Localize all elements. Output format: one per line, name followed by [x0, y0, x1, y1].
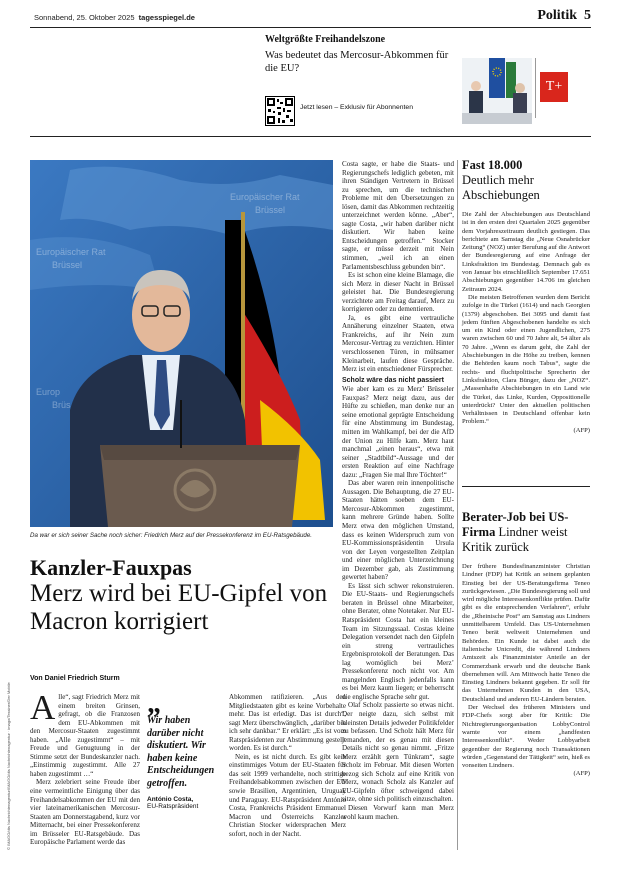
article-paragraph: Diesen Vorwurf kann man Merz wohl kaum machen.	[342, 804, 454, 821]
article-kicker: Kanzler-Fauxpas	[30, 555, 192, 580]
brief-title: Fast 18.000 Deutlich mehr Abschiebungen	[462, 158, 540, 202]
section-rule	[30, 136, 591, 137]
brief-source: (AFP)	[573, 426, 590, 434]
quote-mark-icon: „	[147, 688, 161, 719]
quote-author: António Costa,	[147, 796, 194, 803]
teaser-kicker: Weltgrößte Freihandelszone	[265, 34, 386, 45]
brief-paragraph: Der frühere Bundesfinanzminister Christian Lindner (FDP) hat Kritik an seinem geplanten Einstieg bei der US-Beratungsfirma Teneo zurückgewiesen. „Die Bundesregierung soll und wird mögliche Interessenkonflikte prüfen. Dafür gibt es die entsprechenden Verfahren“, erfuhr die „Rheinische Post“ am Samstag aus Lindners unmittelbarem Umfeld. Das US-Unternehmen Teneo berät weltweit Unternehmen und Behörden. Ein Kunde ist dabei auch die italienische Unicredit, die während Lindners Amtszeit als Finanzminister Anteile an der Commerzbank erwarb und die deutsche Bank übernehmen will. Am Mittwoch hatte Teneo die Einstieg Lindners bekannt gegeben. Er soll für das Unternehmen Kunden in den USA, Deutschland und anderen EU-Ländern beraten.	[462, 563, 590, 703]
article-paragraph: Das aber waren rein innenpolitische Aussagen. Die Behauptung, die 27 EU-Staaten hätten soeben dem EU-Mercosur-Abkommen zugestimmt, kann mehrere Gründe haben. Sollte Merz etwa den möglichen Umstand, dass es keinen Widerspruch zum von EU-Kommissionspräsidentin Ursula von der Leyen vorgestellten Zeitplan und einer möglichen Unterzeichnung im Dezember gab, als Zustimmung gewertet haben?	[342, 479, 454, 582]
article-paragraph: Costa sagte, er habe die Staats- und Regierungschefs lediglich gebeten, mit ihren Ständigen Vertretern in Brüssel zu sprechen, um die technischen Probleme mit den Übersetzungen zu lösen, damit das Abkommen rechtzeitig unterzeichnet werden könne. „Aber“, sagte Costa, „wir haben darüber nicht diskutiert. Wir haben keine Entscheidungen getroffen.“ Stocker sagte, er müsse derzeit mit Nein stimmen, „weil ich an einen Parlamentsbeschluss gebunden bin“.	[342, 160, 454, 271]
photo-bg-label: Europäischer Rat	[36, 247, 106, 257]
brand-name: tagesspiegel.de	[138, 13, 195, 22]
brief-body	[462, 563, 590, 779]
photo-credit: © IMAGO/dts Nachrichtenagentur/IMAGO/dts Nachrichtenagentur · imago/Tessiner/Der Mobile	[6, 682, 11, 850]
article-paragraph: Wie aber kam es zu Merz’ Brüsseler Fauxpas? Merz neigt dazu, aus der Hüfte zu schießen, man denke nur an seine emotional geprägte Entscheidung für eine Abstimmung im Bundestag, mitten im Wahlkampf, bei der die AfD der Union zu Hilfe kam. Merz haut manchmal „einen heraus“, etwa mit seiner „Stadtbild“-Aussage und der ersten Reaktion auf eine Nachfrage dazu: „Fragen Sie mal Ihre Töchter!“	[342, 385, 454, 479]
column-divider	[457, 160, 458, 850]
dropcap: A	[30, 688, 56, 727]
pull-quote	[147, 688, 225, 810]
article-paragraph: Ja, es gibt eine vertrauliche Annäherung einzelner Staaten, etwa Frankreichs, auf ihr Nein zum Mercosur-Vertrag zu verzichten. Hinter verschlossenen Türen, in mühsamer Kleinarbeit, laufen diese Gespräche. Merz ist ein entschiedener Fürsprecher.	[342, 313, 454, 374]
article-paragraph: Olaf Scholz passierte so etwas nicht. Der neigte dazu, sich selbst mit kleinsten Details jedweder Politikfelder zu befassen. Und Scholz hält Merz für jemanden, der es genau mit diesen Details nicht so genau nimmt. „Fritze Merz erzählt gern Tünkram“, sagte Scholz im Februar. Mit diesen Worten bezog sich Scholz auf eine Kritik von Merz, wonach Scholz als Kanzler auf EU-Gipfeln öfter schweigend dabei sitze, ohne sich politisch einzuschalten.	[342, 701, 454, 804]
photo-bg-label: Europäischer Rat	[230, 192, 300, 202]
teaser-cta-link[interactable]: Jetzt lesen – Exklusiv für Abonnenten	[300, 104, 413, 111]
news-brief-deportations	[462, 158, 590, 435]
photo-bg-label: Brüssel	[52, 260, 83, 270]
photo-bg-label: Brüssel	[255, 205, 286, 215]
article-column-2	[229, 693, 346, 838]
quote-text: Wir haben darüber nicht diskutiert. Wir haben keine Entscheidungen getroffen.	[147, 715, 215, 789]
article-headline: Merz wird bei EU-Gipfel von Macron korrigiert	[30, 580, 328, 635]
photo-bg-label: Europ	[36, 387, 61, 397]
article-paragraph: Es lässt sich schwer rekonstruieren. Die EU-Staats- und Regierungschefs beraten in Brüssel ohne Mitarbeiter, ohne Berater, ohne Notetaker. Nur EU-Ratspräsident Costa hat ein kleines Team im Sitzungssaal. Costas kleine Delegation versendet nach den Gipfeln ein streng vertrauliches Ergebnisprotokoll der Beratungen. Das lag womöglich bei Merz’ Pressekonferenz noch nicht vor. Am mangelnden Englisch jedenfalls kann es bei Merz kaum liegen; er beherrscht die englische Sprache sehr gut.	[342, 581, 454, 701]
brief-paragraph: Die meisten Betroffenen wurden dem Bericht zufolge in die Türkei (1614) und nach Georgien (1379) abgeschoben. Bei 3095 und damit fast jedem fünften Abgeschobenen handelte es sich um ein Kind oder einen Jugendlichen, 275 waren zwischen 60 und 70 Jahre alt, 54 älter als 70 Jahre. „Wenn es darum geht, die Zahl der Abschiebungen in die Höhe zu treiben, kennen die Behörden kaum noch Tabus“, sagte die rechts- und fluchtpolitische Sprecherin der Linksfraktion, Clara Bünger, dazu der „NOZ“. „Massenhafte Abschiebungen in ein Land wie die Türkei, das Linke, Kurden, Oppositionelle unterdrückt? Unter den aktuellen politischen Verhältnissen in Deutschland offenbar kein Problem.“	[462, 293, 590, 426]
teaser-image[interactable]	[462, 58, 532, 124]
article-paragraph: Nein, es ist nicht durch. Es gibt kein einstimmiges Votum der EU-Staaten für das seit 1999 verhandelte, noch strittige Freihandelsabkommen zwischen der EU sowie Brasilien, Argentinien, Uruguay und Paraguay. EU-Ratspräsident António Costa, Frankreichs Präsident Emmanuel Macron und Österreichs Kanzler Christian Stocker widersprachen Merz sofort, noch in der Nacht.	[229, 752, 346, 838]
photo-caption: Da war er sich seiner Sache noch sicher: Friedrich Merz auf der Pressekonferenz im EU-Ratsgebäude.	[30, 532, 312, 539]
header-rule	[30, 27, 591, 28]
article-paragraph: Abkommen ratifizieren. „Aus den Mitgliedstaaten gibt es keine Vorbehalte mehr. Das ist erledigt. Das ist durch“, sagt Merz überschwänglich, „darüber bin ich sehr dankbar.“ Er erklärt: „Es ist vom Ratspräsidenten zur Abstimmung gestellt worden. Es ist durch.“	[229, 693, 346, 753]
main-photo	[30, 160, 333, 527]
brief-paragraph: Der Wechsel des früheren Ministers und FDP-Chefs sorgt aber für Kritik: Die Nichtregierungsorganisation LobbyControl warnte vor einem „handfesten Interessenkonflikt“. Weder Lobbyarbeit gegenüber der Regierung noch Transaktionen würden „Gegenstand der Tätigkeit“ sein, hieß es vonseiten Lindners.	[462, 704, 590, 770]
brief-body	[462, 211, 590, 435]
article-subheading: Scholz wäre das nicht passiert	[342, 376, 444, 384]
header-date: Sonnabend, 25. Oktober 2025 tagesspiegel.de	[34, 13, 195, 22]
qr-code-icon[interactable]	[265, 96, 295, 126]
article-paragraph: Alle“, sagt Friedrich Merz mit einem breiten Grinsen, gefragt, ob die Franzosen dem EU-Abkommen mit den Mercosur-Staaten zugestimmt haben. „Alle zugestimmt“ – mit Freude und Genugtuung in der Stimme setzt der Bundeskanzler nach. „Einstimmig zugestimmt. Alle 27 haben zugestimmt …“	[30, 688, 140, 778]
quote-role: EU-Ratspräsident	[147, 803, 199, 810]
section-title: Politik 5	[537, 8, 591, 23]
page-number: 5	[584, 8, 591, 23]
photo-bg-label: Brüs	[52, 400, 71, 410]
tplus-badge[interactable]: T+	[540, 72, 568, 102]
brief-source: (AFP)	[573, 770, 590, 778]
article-column-1	[30, 688, 140, 847]
brief-title: Berater-Job bei US-Firma Lindner weist Kritik zurück	[462, 510, 569, 554]
teaser-divider	[535, 58, 536, 118]
brief-rule	[462, 486, 590, 487]
article-byline: Von Daniel Friedrich Sturm	[30, 675, 120, 682]
article-paragraph: Es ist schon eine kleine Blamage, die sich Merz in dieser Nacht in Brüssel geleistet hat. Die Bundesregierung verzichtete am Freitag darauf, Merz zu korrigieren oder zu dementieren.	[342, 271, 454, 314]
article-column-3	[342, 160, 454, 821]
article-paragraph: Merz zelebriert seine Freude über eine vermeintliche Einigung über das Freihandelsabkommen der EU mit den vier lateinamerikanischen Mercosur-Staaten am Donnerstagabend, kurz vor Mitternacht, bei einer Pressekonferenz im Brüsseler EU-Ratsgebäude. Das Europäische Parlament werde das	[30, 778, 140, 847]
brief-paragraph: Die Zahl der Abschiebungen aus Deutschland ist in den ersten drei Quartalen 2025 gegenüber dem Vorjahreszeitraum deutlich gestiegen. Das berichtete am Samstag die „Neue Osnabrücker Zeitung“ (NOZ) unter Berufung auf die Antwort der Bundesregierung auf eine Anfrage der Linksfraktion im Bundestag. Demnach gab es von Januar bis einschließlich September 17.651 Abschiebungen gegenüber 14.706 im gleichen Zeitraum 2024.	[462, 211, 590, 293]
news-brief-lindner	[462, 510, 590, 779]
teaser-title[interactable]: Was bedeutet das Mercosur-Abkommen für die EU?	[265, 50, 449, 74]
